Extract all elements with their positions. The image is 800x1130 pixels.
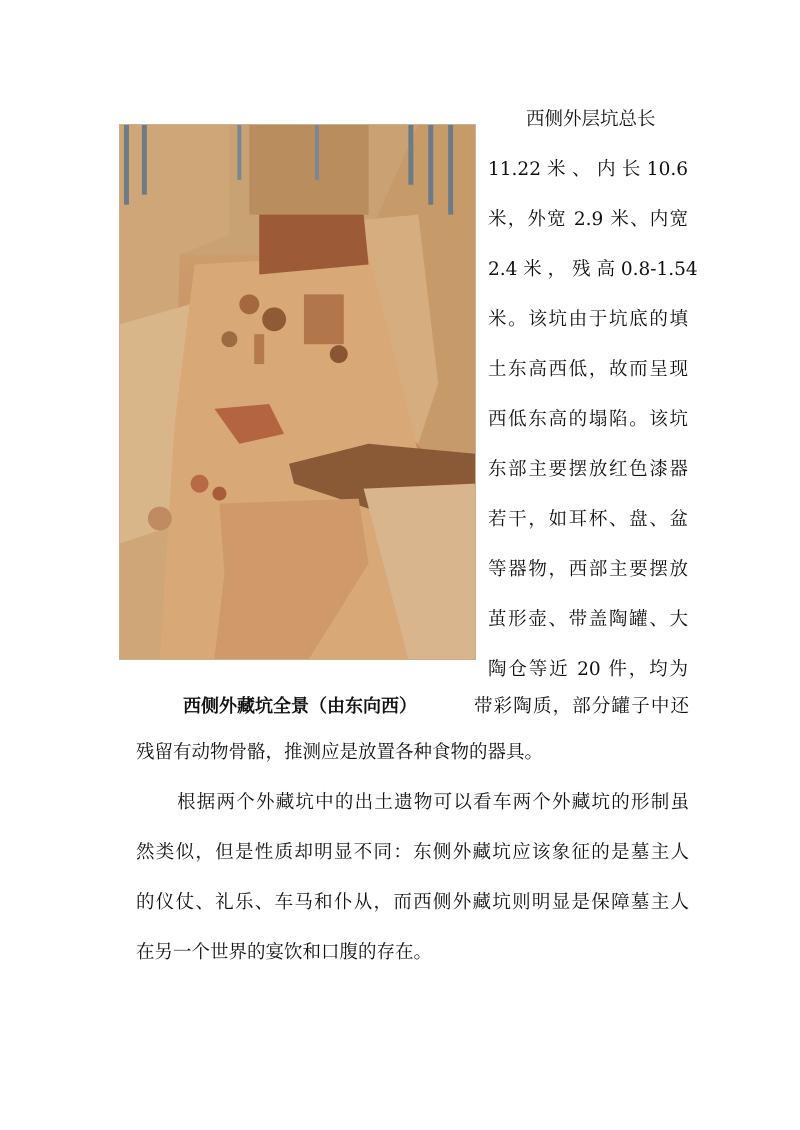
side-text-line-12: 陶仓等近 20 件，均为 — [488, 659, 688, 680]
side-text-line-4: 2.4 米 ， 残 高 0.8-1.54 — [488, 259, 698, 280]
side-text-line-6: 土东高西低，故而呈现 — [488, 359, 688, 380]
excavation-pit-photo — [119, 124, 476, 660]
photo-caption: 西侧外藏坑全景（由东向西） — [183, 696, 417, 717]
side-text-line-9: 若干，如耳杯、盘、盆 — [488, 509, 688, 530]
side-text-line-2: 11.22 米 、 内 长 10.6 — [488, 159, 688, 180]
body-line-4: 的仪仗、礼乐、车马和仆从，而西侧外藏坑则明显是保障墓主人 — [136, 892, 689, 913]
side-text-line-10: 等器物，西部主要摆放 — [488, 559, 688, 580]
side-text-line-8: 东部主要摆放红色漆器 — [488, 459, 688, 480]
body-line-5: 在另一个世界的宴饮和口腹的存在。 — [136, 942, 433, 963]
body-line-1: 残留有动物骨骼，推测应是放置各种食物的器具。 — [136, 742, 544, 763]
caption-continuation-text: 带彩陶质，部分罐子中还 — [474, 696, 689, 717]
side-text-line-1: 西侧外层坑总长 — [526, 109, 656, 130]
side-text-line-5: 米。该坑由于坑底的填 — [488, 309, 688, 330]
side-text-line-7: 西低东高的塌陷。该坑 — [488, 409, 688, 430]
body-line-2: 根据两个外藏坑中的出土遗物可以看车两个外藏坑的形制虽 — [177, 792, 689, 813]
body-line-3: 然类似，但是性质却明显不同：东侧外藏坑应该象征的是墓主人 — [136, 842, 689, 863]
side-text-line-3: 米，外宽 2.9 米、内宽 — [488, 209, 688, 230]
pit-illustration — [120, 125, 475, 659]
side-text-line-11: 茧形壶、带盖陶罐、大 — [488, 609, 688, 630]
